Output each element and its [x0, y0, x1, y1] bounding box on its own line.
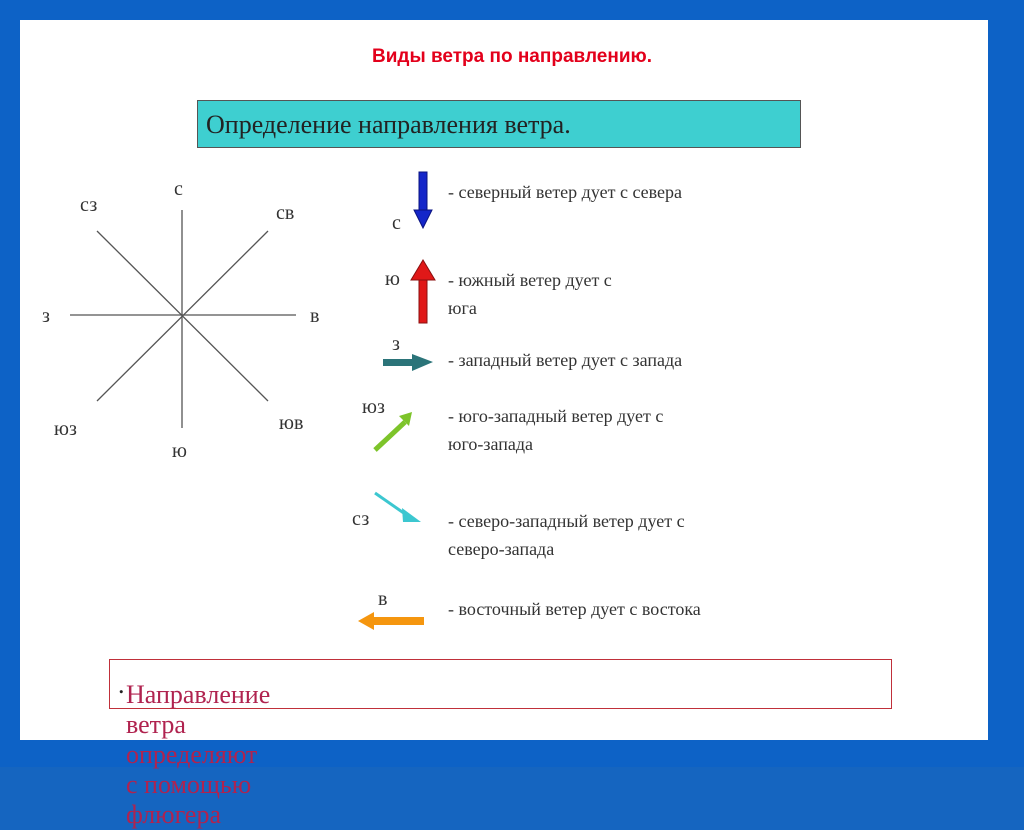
arrow-up-icon	[411, 260, 435, 323]
wind-label-nw: сз	[352, 508, 370, 530]
wind-desc-e: - восточный ветер дует с востока	[448, 599, 701, 619]
arrow-down-right-icon	[375, 493, 421, 522]
wind-desc-nw: - северо-западный ветер дует с северо-запада	[448, 511, 685, 559]
compass-label-ne: св	[276, 202, 295, 224]
compass-label-sw: юз	[54, 418, 77, 440]
compass-label-s: ю	[172, 440, 187, 462]
conclusion-box	[109, 659, 892, 829]
compass-label-se: юв	[279, 412, 304, 434]
compass-label-nw: сз	[80, 194, 98, 216]
wind-label-e: в	[378, 588, 388, 610]
wind-label-sw: юз	[362, 396, 385, 418]
wind-desc-n: - северный ветер дует с севера	[448, 182, 683, 202]
wind-desc-w: - западный ветер дует с запада	[448, 350, 683, 370]
arrow-left-icon	[358, 612, 424, 630]
conclusion-text	[118, 670, 271, 829]
slide-title: Виды ветра по направлению.	[372, 46, 652, 67]
wind-desc-s: - южный ветер дует с юга	[448, 270, 612, 318]
compass-label-w: з	[42, 305, 50, 327]
compass-label-e: в	[310, 305, 320, 327]
arrow-right-icon	[383, 354, 433, 371]
arrow-down-icon	[414, 172, 432, 228]
conclusion-main: Направление ветра определяют с помощью флюгера	[126, 680, 271, 829]
wind-label-w: з	[392, 333, 400, 355]
compass-label-n: с	[174, 178, 183, 200]
wind-label-s: ю	[385, 268, 400, 290]
wind-label-n: с	[392, 212, 401, 234]
wind-desc-sw: - юго-западный ветер дует с юго-запада	[448, 406, 664, 454]
conclusion-dot: .	[118, 670, 125, 699]
subtitle-text: Определение направления ветра.	[206, 110, 571, 139]
